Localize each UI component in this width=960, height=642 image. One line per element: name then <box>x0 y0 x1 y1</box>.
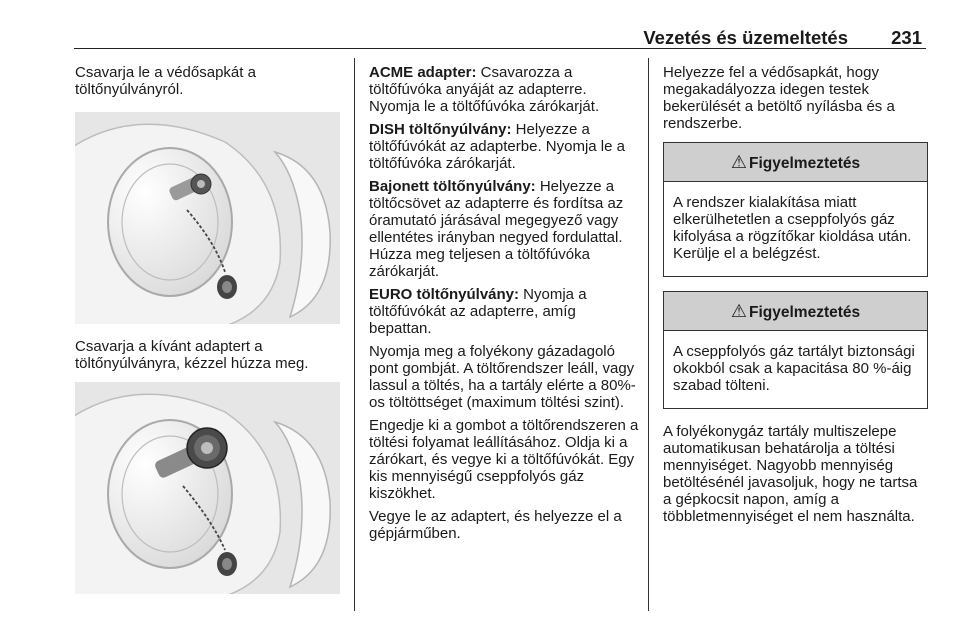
warning-header <box>664 143 927 182</box>
euro-label: EURO töltőnyúlvány: <box>369 286 520 303</box>
warning-text: A rendszer kialakítása miatt elkerülhetetlen a cseppfolyós gáz kifolyása a rögzítőkar kioldása után. Kerülje el a belégzést. <box>673 194 912 262</box>
warning-text: A cseppfolyós gáz tartályt biztonsági okokból csak a kapacitása 80 %-áig szabad tölteni. <box>673 343 915 394</box>
adapter-attached-illustration <box>75 382 340 594</box>
acme-adapter-text: Csavarozza a töltőfúvóka anyáját az adapterre. Nyomja le a töltőfúvóka zárókarját. <box>369 64 600 115</box>
dish-text: Helyezze a töltőfúvókát az adapterbe. Nyomja le a töltőfúvóka zárókarját. <box>369 121 625 172</box>
fuel-door-cap-illustration <box>75 112 340 324</box>
bajonett-paragraph <box>369 178 639 280</box>
instruction-text: Engedje ki a gombot a töltőrendszeren a töltési folyamat leállításához. Oldja ki a zárókart, és vegye ki a töltőfúvókát. Egy kis mennyiségű cseppfolyós gáz kiszökhet. <box>369 417 639 502</box>
instruction-text: Vegye le az adaptert, és helyezze el a gépjárműben. <box>369 508 622 542</box>
page-header <box>74 20 926 49</box>
bajonett-text: Helyezze a töltőcsövet az adapterre és fordítsa az óramutató járásával megegyező vagy ellentétes irányban negyed fordulattal. Húzza meg teljesen a töltőfúvóka zárókarját. <box>369 178 624 280</box>
euro-text: Nyomja a töltőfúvókát az adapterre, amíg bepattan. <box>369 286 587 337</box>
dish-label: DISH töltőnyúlvány: <box>369 121 512 138</box>
acme-adapter-label: ACME adapter: <box>369 64 477 81</box>
instruction-text: Csavarja le a védősapkát a töltőnyúlványról. <box>75 64 256 98</box>
column-divider <box>648 58 649 611</box>
warning-title: Figyelmeztetés <box>749 155 861 172</box>
euro-paragraph <box>369 286 639 337</box>
dish-paragraph <box>369 121 639 172</box>
section-title: Vezetés és üzemeltetés <box>643 27 848 48</box>
warning-triangle-icon: ⚠ <box>730 301 747 321</box>
column-3 <box>663 64 928 531</box>
warning-box <box>663 291 928 409</box>
page-number: 231 <box>891 27 922 48</box>
warning-triangle-icon: ⚠ <box>730 152 747 172</box>
acme-adapter-paragraph <box>369 64 639 115</box>
warning-title: Figyelmeztetés <box>749 304 861 321</box>
instruction-text: Helyezze fel a védősapkát, hogy megakadályozza idegen testek bekerülését a betöltő nyílásba és a rendszerbe. <box>663 64 895 132</box>
bajonett-label: Bajonett töltőnyúlvány: <box>369 178 536 195</box>
instruction-text: Csavarja a kívánt adaptert a töltőnyúlványra, kézzel húzza meg. <box>75 338 309 372</box>
column-divider <box>354 58 355 611</box>
instruction-text: A folyékonygáz tartály multiszelepe automatikusan behatárolja a töltési mennyiséget. Nagyobb mennyiség betöltésénél javasoljuk, hogy ne tartsa a gépkocsit napon, amíg a többletmennyiséget el nem használta. <box>663 423 918 525</box>
instruction-text: Nyomja meg a folyékony gázadagoló pont gombját. A töltőrendszer leáll, vagy lassul a töltés, ha a tartály elérte a 80%-os töltöttséget (maximum töltési szint). <box>369 343 636 411</box>
column-2 <box>369 64 639 548</box>
warning-box <box>663 142 928 277</box>
column-1 <box>75 64 343 372</box>
warning-header <box>664 292 927 331</box>
